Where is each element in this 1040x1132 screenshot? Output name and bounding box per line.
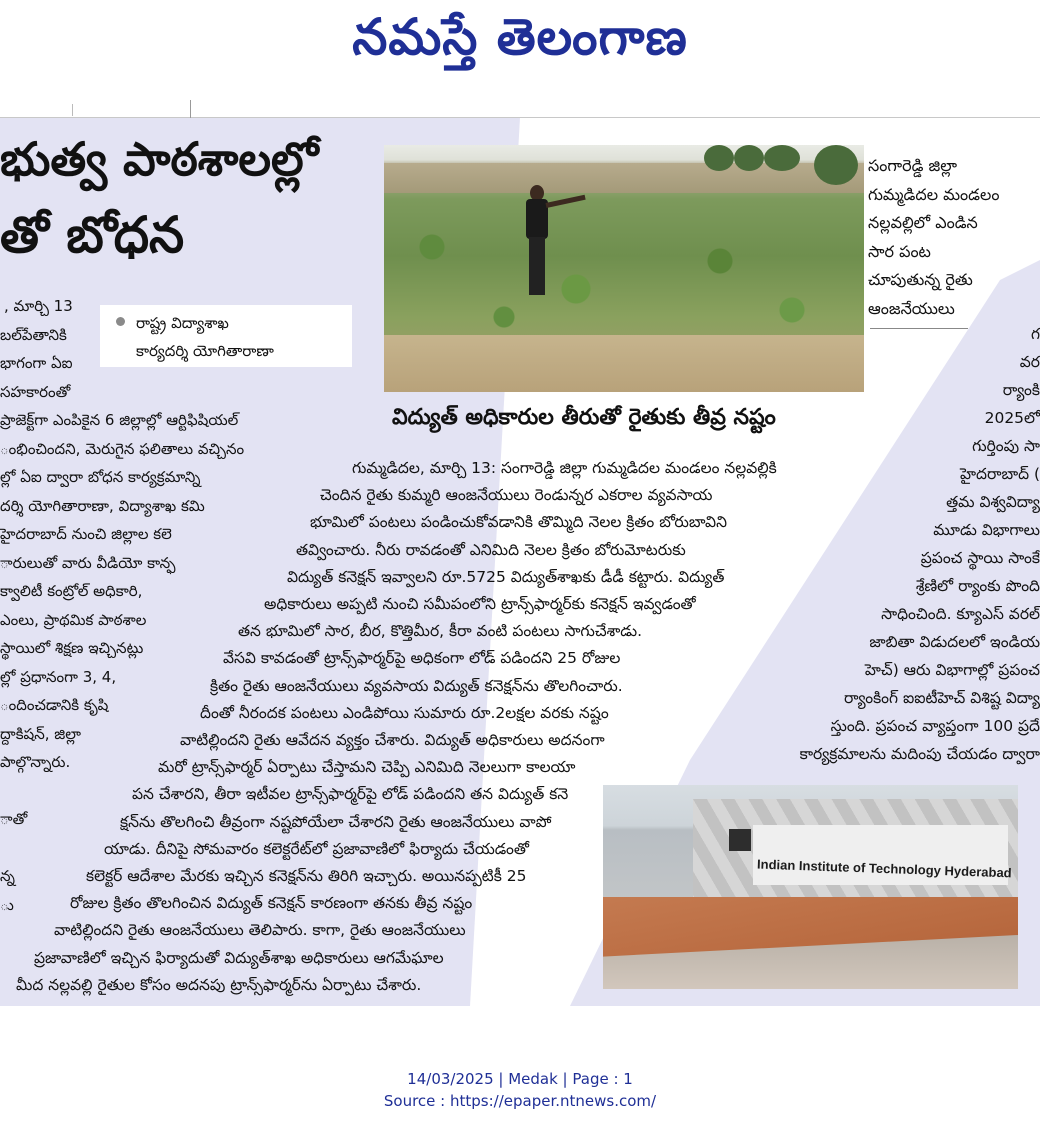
page-footer <box>0 1068 1040 1112</box>
photo-tree <box>734 145 764 171</box>
text-line: కార్యక్రమాలను మదింపు చేయడం ద్వారా <box>799 745 1040 763</box>
text-line: ర్యాంకి <box>1002 381 1040 399</box>
text-line: విద్యుత్ కనెక్షన్ ఇవ్వాలని రూ.5725 విద్యుత్‌శాఖకు డీడీ కట్టారు. విద్యుత్ <box>287 567 725 586</box>
column-tick <box>190 100 191 118</box>
text-line: తన భూమిలో సార, బీర, కొత్తిమీర, కీరా వంటి పంటలు సాగుచేశాడు. <box>238 622 643 641</box>
text-line: ప్రాజెక్ట్‌గా ఎంపికైన 6 జిల్లాల్లో ఆర్టిఫిషియల్ <box>0 411 239 429</box>
bullet-icon <box>116 317 125 326</box>
caption-line: సంగారెడ్డి జిల్లా <box>868 156 957 175</box>
footer-source-line: Source : https://epaper.ntnews.com/ <box>383 1092 657 1110</box>
column-tick <box>72 104 73 116</box>
text-line: గుర్తింపు సా <box>972 437 1040 455</box>
pull-quote-box <box>100 305 352 367</box>
text-line: మరో ట్రాన్స్‌ఫార్మర్ ఏర్పాటు చేస్తామని చెప్పి ఎనిమిది నెలలుగా కాలయా <box>158 758 576 777</box>
photo-tree <box>704 145 734 171</box>
text-line: క్రితం రైతు ఆంజనేయులు వ్యవసాయ విద్యుత్ కనెక్షన్‌ను తొలగించారు. <box>210 676 623 695</box>
text-line: హెచ్) ఆరు విభాగాల్లో ప్రపంచ <box>864 661 1040 679</box>
text-line: రోజుల క్రితం తొలగించిన విద్యుత్ కనెక్షన్ కారణంగా తనకు తీవ్ర నష్టం <box>70 894 473 913</box>
text-line: తవ్వించారు. నీరు రావడంతో ఎనిమిది నెలల క్రితం బోరుమోటరుకు <box>296 540 686 559</box>
text-line: జాబితా విడుదలలో ఇండియ <box>869 633 1040 651</box>
text-line: భాగంగా ఏఐ <box>0 354 73 372</box>
text-line: హైదరాబాద్ ( <box>959 465 1040 483</box>
text-line: క్షన్‌ను తొలగించి తీవ్రంగా నష్టపోయేలా చేశారని రైతు ఆంజనేయులు వాపో <box>120 812 552 831</box>
text-line: ప్రపంచ స్థాయి సాంకే <box>920 549 1040 567</box>
photo-farmer <box>524 185 550 295</box>
text-line: చెందిన రైతు కుమ్మరి ఆంజనేయులు రెండున్నర ఎకరాల వ్యవసాయ <box>320 486 713 505</box>
text-line: త్తమ విశ్వవిద్యా <box>946 493 1040 511</box>
iit-logo-icon <box>729 829 751 851</box>
text-line: యాడు. దీనిపై సోమవారం కలెక్టరేట్‌లో ప్రజావాణిలో ఫిర్యాదు చేయడంతో <box>104 839 529 858</box>
text-line: శ్రేణిలో ర్యాంకు పొంది <box>915 577 1040 595</box>
caption-line: చూపుతున్న రైతు <box>868 270 973 289</box>
signboard-text: Indian Institute of Technology Hyderabad <box>756 856 1012 881</box>
text-line: భూమిలో పంటలు పండించుకోవడానికి తొమ్మిది నెలల క్రితం బోరుబావిని <box>310 513 727 532</box>
left-headline-line: భుత్వ పాఠశాలల్లో <box>0 132 319 186</box>
text-line: ఎంలు, ప్రాథమిక పాఠశాల <box>0 610 147 629</box>
pull-quote-line: రాష్ట్ర విద్యాశాఖ <box>136 314 229 332</box>
photo-caption <box>868 152 1028 323</box>
text-line: వేసవి కావడంతో ట్రాన్స్‌ఫార్మర్‌పై అధికంగా లోడ్ పడిందని 25 రోజుల <box>223 649 621 668</box>
text-line: క్వాలిటీ కంట్రోల్ అధికారి, <box>0 582 143 600</box>
text-line: వాటిల్లిందని రైతు ఆంజనేయులు తెలిపారు. కాగా, రైతు ఆంజనేయులు <box>54 921 466 940</box>
right-article-body <box>760 320 1040 768</box>
pull-quote-line: కార్యదర్శి యోగితారాణా <box>136 342 274 360</box>
text-line: ందించడానికి కృషి <box>0 696 109 714</box>
caption-line: నల్లవల్లిలో ఎండిన <box>868 213 978 232</box>
masthead <box>0 0 1040 80</box>
text-line: మూడు విభాగాలు <box>933 521 1040 539</box>
text-line: బల్‌పేతానికి <box>0 325 67 344</box>
text-line: వర <box>1019 353 1040 371</box>
text-line: కలెక్టర్ ఆదేశాల మేరకు ఇచ్చిన కనెక్షన్‌ను తిరిగి ఇచ్చారు. అయినప్పటికీ 25 <box>86 867 527 886</box>
caption-line: సార పంట <box>868 241 931 261</box>
text-line: , మార్చి 13 <box>4 297 73 315</box>
text-line: పాల్గొన్నారు. <box>0 753 71 771</box>
photo-tree <box>764 145 800 171</box>
photo-tree <box>814 145 858 185</box>
left-headline-line: తో బోధన <box>0 206 185 264</box>
text-line: హైదరాబాద్ నుంచి జిల్లాల కలె <box>0 525 172 543</box>
text-line: వాటిల్లిందని రైతు ఆవేదన వ్యక్తం చేశారు. విద్యుత్ అధికారులు అదనంగా <box>180 731 605 750</box>
text-line: స్థాయిలో శిక్షణ ఇచ్చినట్లు <box>0 639 144 657</box>
text-line: న్న <box>0 867 15 885</box>
text-line: పన చేశారని, తీరా ఇటీవల ట్రాన్స్‌ఫార్మర్‌పై లోడ్ పడిందని తన విద్యుత్ కనె <box>132 785 569 804</box>
text-line: ర్యాంకింగ్ ఐఐటీహెచ్ విశిష్ట విద్యా <box>843 689 1040 707</box>
text-line: స్తుంది. ప్రపంచ వ్యాప్తంగా 100 ప్రదే <box>830 717 1040 735</box>
text-line: దర్శి యోగితారాణా, విద్యాశాఖ కమి <box>0 496 205 515</box>
text-line: సహకారంతో <box>0 382 71 401</box>
newspaper-title: నమస్తే తెలంగాణ <box>352 8 688 66</box>
text-line: ు <box>0 895 14 914</box>
text-line: ల్లో ప్రధానంగా 3, 4, <box>0 667 117 686</box>
text-line: గ <box>1030 325 1040 343</box>
iit-hyderabad-photo <box>603 785 1018 989</box>
text-line: ాతో <box>0 810 28 828</box>
text-line: మీద నల్లవల్లి రైతుల కోసం అదనపు ట్రాన్స్‌ఫార్మర్‌ను ఏర్పాటు చేశారు. <box>16 975 422 994</box>
text-line: ంభించిందని, మెరుగైన ఫలితాలు వచ్చినం <box>0 439 245 458</box>
footer-date-line: 14/03/2025 | Medak | Page : 1 <box>407 1070 633 1088</box>
main-story-headline: విద్యుత్ అధికారుల తీరుతో రైతుకు తీవ్ర నష్టం <box>392 405 776 430</box>
text-line: దీంతో నీరందక పంటలు ఎండిపోయి సుమారు రూ.2లక్షల వరకు నష్టం <box>200 703 609 722</box>
text-line: ప్రజావాణిలో ఇచ్చిన ఫిర్యాదుతో విద్యుత్‌శాఖ అధికారులు ఆగమేఘాల <box>34 948 444 967</box>
text-line: 2025లో <box>984 409 1040 427</box>
text-line: ారులుతో వారు వీడియో కాన్ఫ <box>0 553 176 572</box>
caption-line: గుమ్మడిదల మండలం <box>868 184 1000 204</box>
text-line: సాధించింది. క్యూఎస్ వరల్ <box>881 605 1040 623</box>
header-divider <box>0 117 1040 118</box>
text-line: అధికారులు అప్పటి నుంచి సమీపంలోని ట్రాన్స్‌ఫార్మర్‌కు కనెక్షన్ ఇవ్వడంతో <box>264 595 696 614</box>
text-line: గుమ్మడిదల, మార్చి 13: సంగారెడ్డి జిల్లా గుమ్మడిదల మండలం నల్లవల్లికి <box>352 459 777 477</box>
text-line: ద్దాకిషన్, జిల్లా <box>0 724 81 743</box>
caption-line: ఆంజనేయులు <box>868 298 955 318</box>
text-line: ల్లో ఏఐ ద్వారా బోధన కార్యక్రమాన్ని <box>0 468 201 486</box>
